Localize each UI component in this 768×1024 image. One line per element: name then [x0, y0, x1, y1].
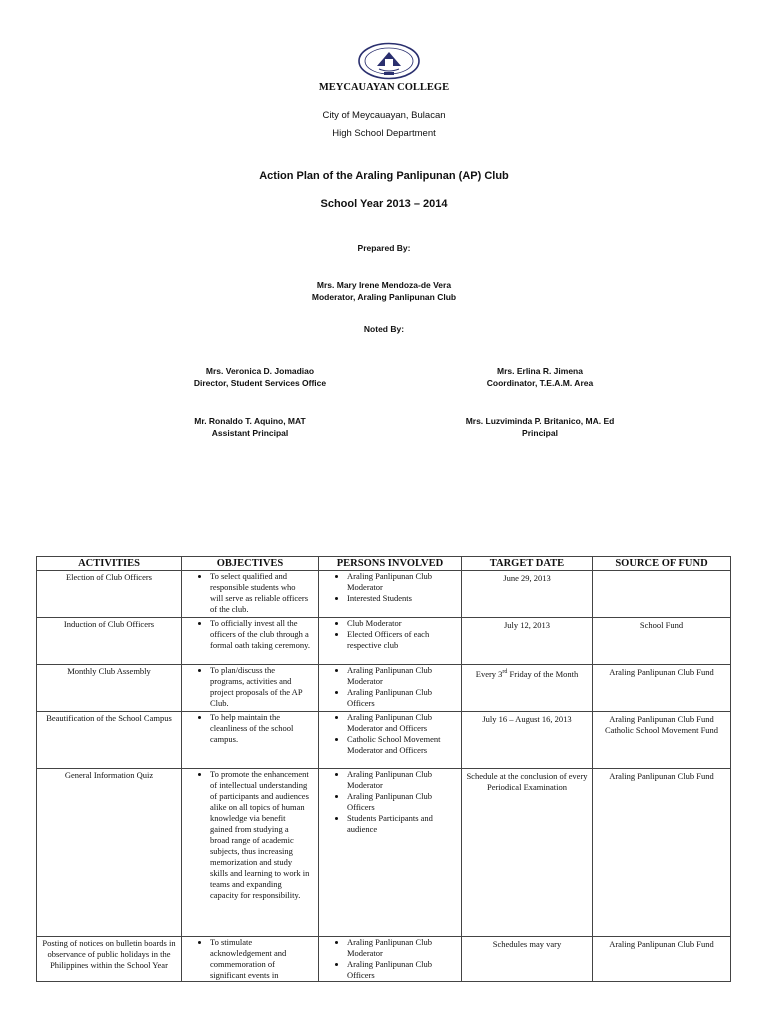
- signatory-name: Mrs. Luzviminda P. Britanico, MA. Ed: [465, 416, 615, 426]
- target-date-cell: Schedules may vary: [462, 937, 593, 982]
- objective-item: • To plan/discuss the programs, activities and project proposals of the AP Club.: [210, 665, 310, 709]
- person-item: • Club Moderator: [347, 618, 461, 629]
- signatory-block: [430, 365, 650, 389]
- college-seal-logo: [357, 42, 421, 80]
- persons-cell: [319, 937, 462, 982]
- signatory-name: Mrs. Erlina R. Jimena: [497, 366, 583, 376]
- table-header-row: [37, 557, 731, 571]
- person-item: • Araling Panlipunan Club Officers: [347, 959, 461, 981]
- objectives-cell: [182, 618, 319, 665]
- signatory-block: [450, 415, 630, 439]
- target-date-cell: July 12, 2013: [462, 618, 593, 665]
- person-item: • Araling Panlipunan Club Moderator: [347, 769, 461, 791]
- preparer-block: [0, 279, 768, 303]
- fund-cell: [593, 571, 731, 618]
- signatory-position: Director, Student Services Office: [193, 378, 327, 388]
- prepared-by-label: Prepared By:: [357, 243, 411, 253]
- preparer-position: Moderator, Araling Panlipunan Club: [311, 292, 457, 302]
- column-header-source-of-fund: SOURCE OF FUND: [593, 557, 731, 571]
- fund-cell: School Fund: [593, 618, 731, 665]
- signatory-position: Coordinator, T.E.A.M. Area: [486, 378, 594, 388]
- target-date-cell: [462, 665, 593, 712]
- activity-cell: Monthly Club Assembly: [37, 665, 182, 712]
- target-date-prefix: Every 3: [475, 668, 503, 679]
- fund-cell: Araling Panlipunan Club Fund: [593, 937, 731, 982]
- signatory-name: Mr. Ronaldo T. Aquino, MAT: [194, 416, 306, 426]
- target-date-suffix: Friday of the Month: [507, 668, 579, 679]
- activity-cell: Beautification of the School Campus: [37, 712, 182, 769]
- target-date-cell: Schedule at the conclusion of every Periodical Examination: [462, 769, 593, 937]
- objectives-cell: [182, 712, 319, 769]
- person-item: • Araling Panlipunan Club Officers: [347, 687, 461, 709]
- person-item: • Araling Panlipunan Club Moderator: [347, 665, 461, 687]
- objective-item: • To select qualified and responsible students who will serve as reliable officers of the club.: [210, 571, 310, 615]
- column-header-persons-involved: PERSONS INVOLVED: [319, 557, 462, 571]
- document-title: Action Plan of the Araling Panlipunan (AP) Club: [259, 170, 509, 182]
- objectives-cell: [182, 769, 319, 937]
- action-plan-table: [36, 556, 731, 982]
- person-item: • Araling Panlipunan Club Moderator: [347, 571, 461, 593]
- activity-cell: General Information Quiz: [37, 769, 182, 937]
- activity-cell: Induction of Club Officers: [37, 618, 182, 665]
- signatory-position: Assistant Principal: [211, 428, 289, 438]
- objectives-cell: [182, 665, 319, 712]
- fund-line: Catholic School Movement Fund: [604, 725, 719, 735]
- table-row: [37, 769, 731, 937]
- college-name: MEYCAUAYAN COLLEGE: [318, 82, 450, 93]
- column-header-activities: ACTIVITIES: [37, 557, 182, 571]
- school-year: School Year 2013 – 2014: [320, 198, 448, 210]
- target-date-cell: June 29, 2013: [462, 571, 593, 618]
- preparer-name: Mrs. Mary Irene Mendoza-de Vera: [316, 280, 452, 290]
- college-city: City of Meycauayan, Bulacan: [322, 110, 446, 121]
- person-item: • Students Participants and audience: [347, 813, 461, 835]
- objective-item: • To promote the enhancement of intellectual understanding of participants and audiences alike on all topics of human knowledge via benefit gained from studying a broad range of academic subjects, thus increasing memorization and study skills and learning to work in teams and expanding capacity for responsibility.: [210, 769, 310, 901]
- objectives-cell: [182, 937, 319, 982]
- objective-item: • To officially invest all the officers of the club through a formal oath taking ceremony.: [210, 618, 310, 651]
- signatory-position: Principal: [522, 428, 558, 438]
- fund-cell: Araling Panlipunan Club Fund: [593, 769, 731, 937]
- objective-item: • To help maintain the cleanliness of the school campus.: [210, 712, 310, 745]
- person-item: • Araling Panlipunan Club Officers: [347, 791, 461, 813]
- persons-cell: [319, 665, 462, 712]
- column-header-target-date: TARGET DATE: [462, 557, 593, 571]
- signatory-block: [160, 415, 340, 439]
- noted-by-label: Noted By:: [363, 324, 405, 334]
- table-row: [37, 937, 731, 982]
- activity-cell: Election of Club Officers: [37, 571, 182, 618]
- person-item: • Catholic School Movement Moderator and Officers: [347, 734, 461, 756]
- person-item: • Elected Officers of each respective club: [347, 629, 461, 651]
- persons-cell: [319, 571, 462, 618]
- target-date-ordinal: rd: [502, 669, 508, 675]
- person-item: • Interested Students: [347, 593, 461, 604]
- objectives-cell: [182, 571, 319, 618]
- signatory-block: [160, 365, 360, 389]
- persons-cell: [319, 712, 462, 769]
- target-date-cell: July 16 – August 16, 2013: [462, 712, 593, 769]
- persons-cell: [319, 618, 462, 665]
- table-row: [37, 712, 731, 769]
- fund-cell: Araling Panlipunan Club Fund: [593, 665, 731, 712]
- fund-line: Araling Panlipunan Club Fund: [609, 714, 714, 724]
- person-item: • Araling Panlipunan Club Moderator and Officers: [347, 712, 461, 734]
- table-row: [37, 571, 731, 618]
- table-row: [37, 665, 731, 712]
- fund-cell: [593, 712, 731, 769]
- objective-item: • To stimulate acknowledgement and commemoration of significant events in: [210, 937, 310, 981]
- column-header-objectives: OBJECTIVES: [182, 557, 319, 571]
- signatory-name: Mrs. Veronica D. Jomadiao: [205, 366, 315, 376]
- person-item: • Araling Panlipunan Club Moderator: [347, 937, 461, 959]
- persons-cell: [319, 769, 462, 937]
- department-name: High School Department: [332, 128, 436, 139]
- activity-cell: Posting of notices on bulletin boards in observance of public holidays in the Philippines within the School Year: [37, 937, 182, 982]
- table-row: [37, 618, 731, 665]
